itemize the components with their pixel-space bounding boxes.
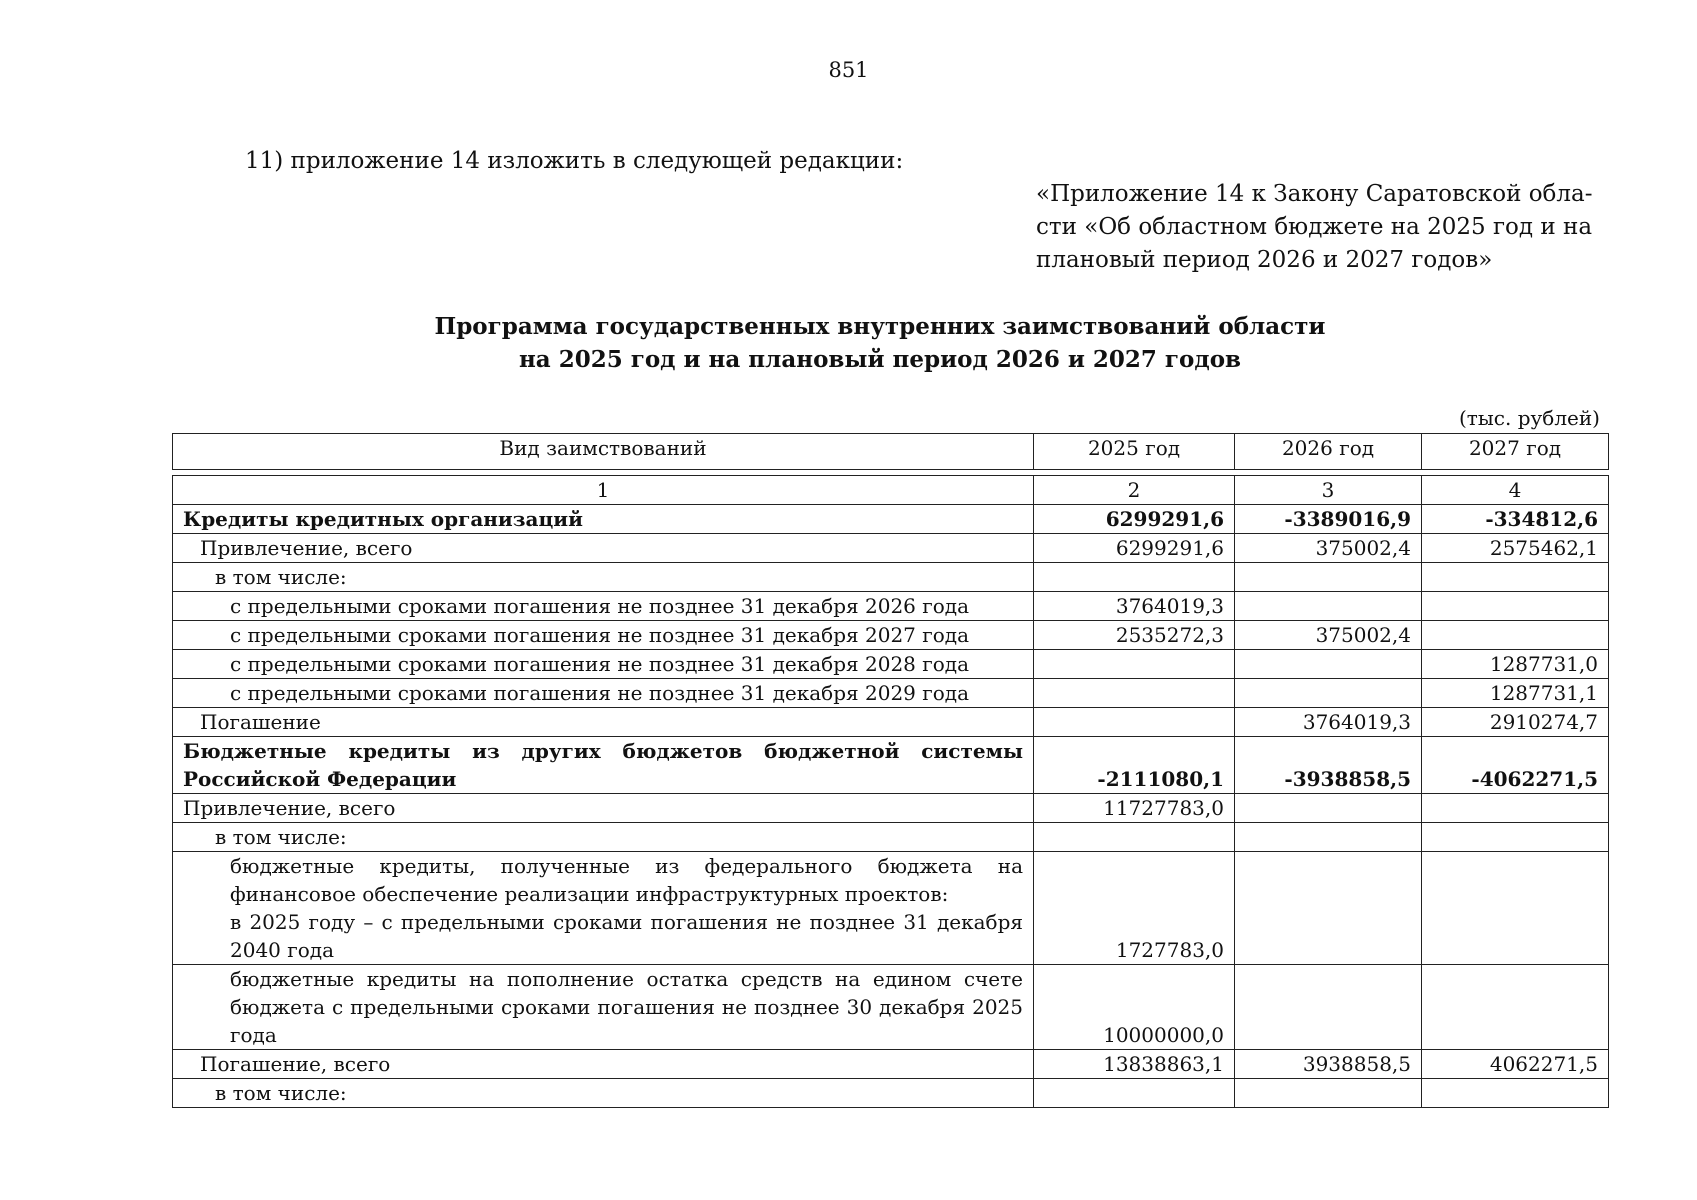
column-number: 2 [1034, 476, 1235, 505]
value-2026 [1235, 794, 1422, 823]
value-2025: 3764019,3 [1034, 592, 1235, 621]
value-2025 [1034, 1079, 1235, 1108]
value-2027 [1422, 965, 1609, 1050]
units-label: (тыс. рублей) [1459, 406, 1600, 430]
table-row [173, 563, 1609, 592]
row-label: с предельными сроками погашения не позднее 31 декабря 2029 года [173, 679, 1034, 708]
table-row [173, 1050, 1609, 1079]
value-2026 [1235, 1079, 1422, 1108]
appendix-note-line: сти «Об областном бюджете на 2025 год и на [1036, 214, 1593, 240]
value-2026 [1235, 965, 1422, 1050]
row-label: в том числе: [173, 1079, 1034, 1108]
value-2025 [1034, 708, 1235, 737]
value-2025: 10000000,0 [1034, 965, 1235, 1050]
value-2027 [1422, 1079, 1609, 1108]
appendix-note [1036, 178, 1606, 277]
table-row [173, 1079, 1609, 1108]
value-2025: 2535272,3 [1034, 621, 1235, 650]
table-row [173, 679, 1609, 708]
value-2026: 3938858,5 [1235, 1050, 1422, 1079]
row-label: Привлечение, всего [173, 534, 1034, 563]
value-2025: 1727783,0 [1034, 852, 1235, 965]
appendix-note-line: плановый период 2026 и 2027 годов» [1036, 247, 1493, 273]
value-2025 [1034, 679, 1235, 708]
column-number: 3 [1235, 476, 1422, 505]
value-2025 [1034, 823, 1235, 852]
value-2026 [1235, 650, 1422, 679]
value-2026 [1235, 563, 1422, 592]
column-number: 1 [173, 476, 1034, 505]
value-2027 [1422, 794, 1609, 823]
value-2025: 6299291,6 [1034, 534, 1235, 563]
column-header: 2025 год [1034, 434, 1235, 470]
table-row [173, 794, 1609, 823]
row-label: с предельными сроками погашения не позднее 31 декабря 2026 года [173, 592, 1034, 621]
value-2026: -3389016,9 [1235, 505, 1422, 534]
value-2027: 2575462,1 [1422, 534, 1609, 563]
row-label: Погашение, всего [173, 1050, 1034, 1079]
intro-text: 11) приложение 14 изложить в следующей редакции: [245, 148, 904, 174]
column-number: 4 [1422, 476, 1609, 505]
table-row [173, 592, 1609, 621]
row-label: бюджетные кредиты на пополнение остатка средств на едином счете бюджета с предельными сроками погашения не позднее 30 декабря 2025 года [173, 965, 1034, 1050]
value-2027: 2910274,7 [1422, 708, 1609, 737]
column-header: 2027 год [1422, 434, 1609, 470]
value-2026: 375002,4 [1235, 534, 1422, 563]
document-title-line: на 2025 год и на плановый период 2026 и 2027 годов [518, 346, 1242, 373]
row-label: Бюджетные кредиты из других бюджетов бюджетной системы Российской Федерации [173, 737, 1034, 794]
value-2026: -3938858,5 [1235, 737, 1422, 794]
document-title [160, 310, 1600, 376]
row-label [173, 852, 1034, 965]
row-label: Погашение [173, 708, 1034, 737]
row-label: в том числе: [173, 823, 1034, 852]
value-2027 [1422, 823, 1609, 852]
page-number: 851 [828, 58, 869, 82]
header-row [173, 434, 1609, 470]
document-title-line: Программа государственных внутренних заимствований области [434, 313, 1326, 340]
row-label: Привлечение, всего [173, 794, 1034, 823]
value-2027 [1422, 592, 1609, 621]
table-header [172, 433, 1609, 470]
column-number-row [173, 476, 1609, 505]
value-2025 [1034, 563, 1235, 592]
row-label-continuation: в 2025 году – с предельными сроками погашения не позднее 31 декабря 2040 года [230, 910, 1023, 962]
value-2026 [1235, 823, 1422, 852]
table-row [173, 737, 1609, 794]
table-row [173, 852, 1609, 965]
row-label: в том числе: [173, 563, 1034, 592]
table-row [173, 621, 1609, 650]
value-2026 [1235, 679, 1422, 708]
column-header: Вид заимствований [173, 434, 1034, 470]
value-2027: 1287731,1 [1422, 679, 1609, 708]
table-row [173, 650, 1609, 679]
value-2027 [1422, 852, 1609, 965]
table-row [173, 708, 1609, 737]
value-2027 [1422, 563, 1609, 592]
value-2027: -334812,6 [1422, 505, 1609, 534]
table-row [173, 965, 1609, 1050]
value-2026: 3764019,3 [1235, 708, 1422, 737]
row-label: с предельными сроками погашения не позднее 31 декабря 2028 года [173, 650, 1034, 679]
value-2025: 11727783,0 [1034, 794, 1235, 823]
appendix-note-line: «Приложение 14 к Закону Саратовской обла- [1036, 181, 1593, 207]
value-2027: 1287731,0 [1422, 650, 1609, 679]
value-2026: 375002,4 [1235, 621, 1422, 650]
value-2026 [1235, 592, 1422, 621]
value-2025 [1034, 650, 1235, 679]
value-2027: -4062271,5 [1422, 737, 1609, 794]
column-header: 2026 год [1235, 434, 1422, 470]
table-row [173, 505, 1609, 534]
row-label-main: бюджетные кредиты, полученные из федерального бюджета на финансовое обеспечение реализации инфраструктурных проектов: [230, 854, 1023, 906]
row-label: Кредиты кредитных организаций [173, 505, 1034, 534]
value-2027: 4062271,5 [1422, 1050, 1609, 1079]
value-2025: 13838863,1 [1034, 1050, 1235, 1079]
row-label: с предельными сроками погашения не позднее 31 декабря 2027 года [173, 621, 1034, 650]
borrowing-table [172, 475, 1609, 1108]
value-2025: -2111080,1 [1034, 737, 1235, 794]
table-row [173, 534, 1609, 563]
value-2025: 6299291,6 [1034, 505, 1235, 534]
value-2027 [1422, 621, 1609, 650]
table-row [173, 823, 1609, 852]
value-2026 [1235, 852, 1422, 965]
